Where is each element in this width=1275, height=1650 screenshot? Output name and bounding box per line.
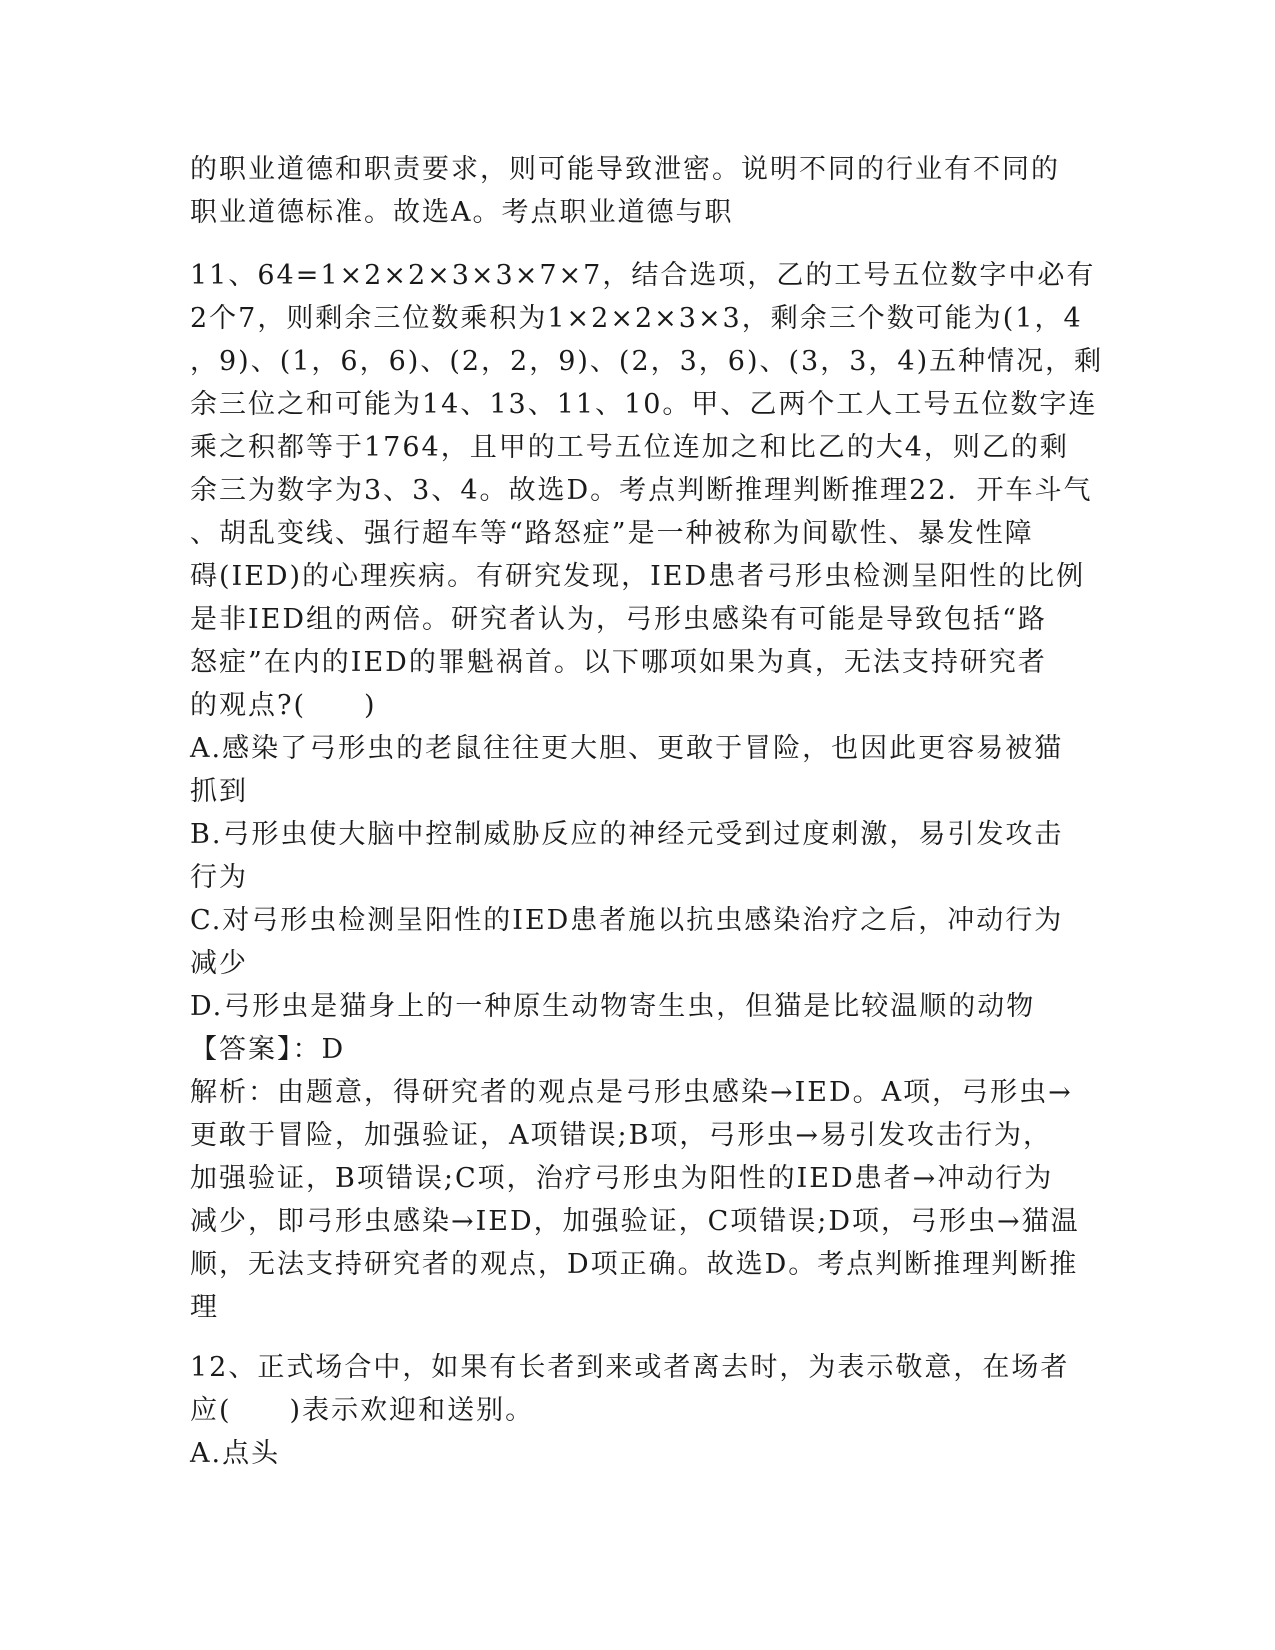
explanation-line: 理 — [190, 1292, 219, 1323]
option-d: D.弓形虫是猫身上的一种原生动物寄生虫，但猫是比较温顺的动物 — [190, 991, 1036, 1022]
paragraph-q11 — [190, 254, 1104, 1329]
explanation-line: 加强验证，B项错误;C项，治疗弓形虫为阳性的IED患者→冲动行为 — [190, 1163, 1054, 1194]
text-line: 12、正式场合中，如果有长者到来或者离去时，为表示敬意，在场者 — [190, 1352, 1070, 1383]
option-a: A.感染了弓形虫的老鼠往往更大胆、更敢于冒险，也因此更容易被猫 — [190, 733, 1064, 764]
text-line: 怒症”在内的IED的罪魁祸首。以下哪项如果为真，无法支持研究者 — [190, 647, 1047, 678]
text-line: 应( )表示欢迎和送别。 — [190, 1395, 535, 1426]
text-line: 余三位之和可能为14、13、11、10。甲、乙两个工人工号五位数字连 — [190, 389, 1098, 420]
text-line: 是非IED组的两倍。研究者认为，弓形虫感染有可能是导致包括“路 — [190, 604, 1047, 635]
answer-label: 【答案】：D — [190, 1034, 346, 1065]
option-c: C.对弓形虫检测呈阳性的IED患者施以抗虫感染治疗之后，冲动行为 — [190, 905, 1064, 936]
paragraph-q12 — [190, 1346, 1090, 1475]
text-line: 11、64=1×2×2×3×3×7×7，结合选项，乙的工号五位数字中必有 — [190, 260, 1096, 291]
question-prompt: 的观点?( ) — [190, 690, 377, 721]
text-line: ，9)、(1，6，6)、(2，2，9)、(2，3，6)、(3，3，4)五种情况，剩 — [190, 346, 1104, 377]
option-b-cont: 行为 — [190, 862, 248, 893]
option-b: B.弓形虫使大脑中控制威胁反应的神经元受到过度刺激，易引发攻击 — [190, 819, 1064, 850]
explanation-line: 解析：由题意，得研究者的观点是弓形虫感染→IED。A项，弓形虫→ — [190, 1077, 1073, 1108]
option-a: A.点头 — [190, 1438, 281, 1469]
text-line: 碍(IED)的心理疾病。有研究发现，IED患者弓形虫检测呈阳性的比例 — [190, 561, 1086, 592]
text-line: 2个7，则剩余三位数乘积为1×2×2×3×3，剩余三个数可能为(1，4 — [190, 303, 1083, 334]
explanation-line: 顺，无法支持研究者的观点，D项正确。故选D。考点判断推理判断推 — [190, 1249, 1079, 1280]
paragraph-q10-tail — [190, 148, 1090, 234]
text-line: 职业道德标准。故选A。考点职业道德与职 — [190, 197, 734, 228]
option-c-cont: 减少 — [190, 948, 248, 979]
text-line: 的职业道德和职责要求，则可能导致泄密。说明不同的行业有不同的 — [190, 154, 1060, 185]
text-line: 、胡乱变线、强行超车等“路怒症”是一种被称为间歇性、暴发性障 — [190, 518, 1034, 549]
explanation-line: 减少，即弓形虫感染→IED，加强验证，C项错误;D项，弓形虫→猫温 — [190, 1206, 1080, 1237]
explanation-line: 更敢于冒险，加强验证，A项错误;B项，弓形虫→易引发攻击行为， — [190, 1120, 1053, 1151]
text-line: 余三为数字为3、3、4。故选D。考点判断推理判断推理22．开车斗气 — [190, 475, 1093, 506]
text-line: 乘之积都等于1764，且甲的工号五位连加之和比乙的大4，则乙的剩 — [190, 432, 1069, 463]
option-a-cont: 抓到 — [190, 776, 248, 807]
